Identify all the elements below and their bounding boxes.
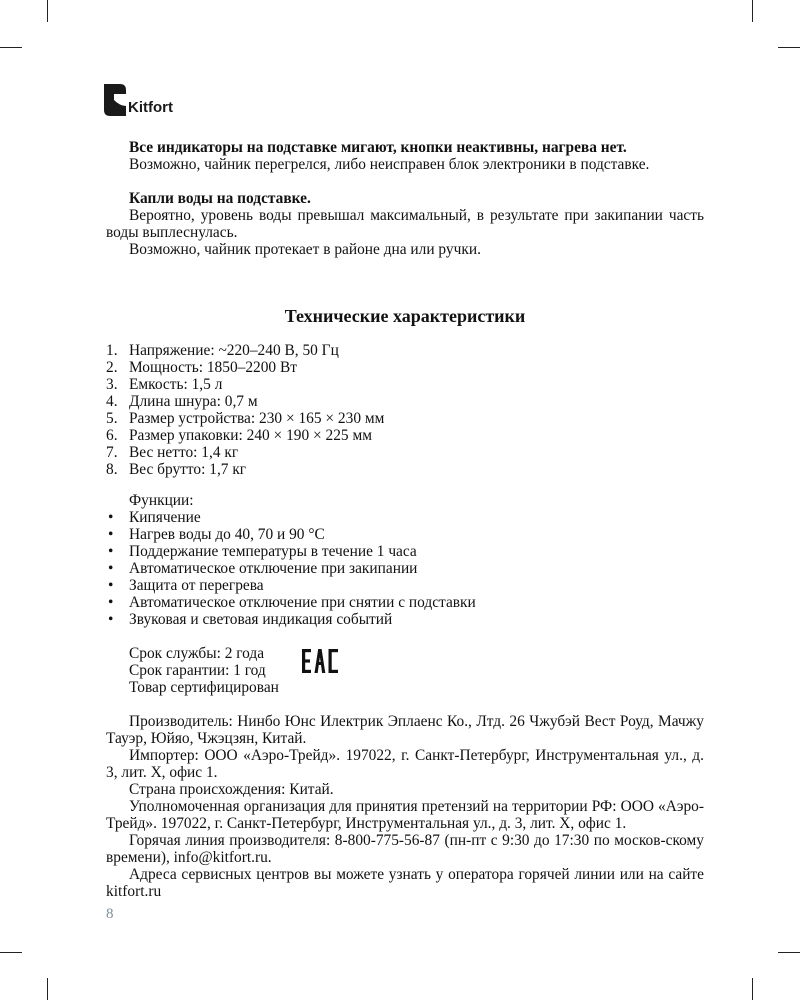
function-item <box>106 509 704 526</box>
spec-number: 7. <box>106 444 118 461</box>
function-text: Нагрев воды до 40, 70 и 90 °C <box>129 526 325 543</box>
crop-mark <box>0 952 22 953</box>
bullet: • <box>108 560 114 577</box>
bullet: • <box>108 594 114 611</box>
function-item <box>106 577 704 594</box>
bullet: • <box>108 509 114 526</box>
spec-item <box>106 444 704 461</box>
hotline-text: Горячая линия производителя: 8-800-775-56-87 (пн-пт с 9:30 до 17:30 по москов-скому времени), info@kitfort.ru. <box>106 832 704 866</box>
spec-text: Вес брутто: 1,7 кг <box>129 461 247 478</box>
crop-mark <box>752 978 753 1000</box>
origin-text: Страна происхождения: Китай. <box>129 781 334 798</box>
warranty-period: Срок гарантии: 1 год <box>129 662 266 679</box>
importer-text: Импортер: ООО «Аэро-Трейд». 197022, г. Санкт-Петербург, Инструментальная ул., д. 3, лит. Х, офис 1. <box>106 747 704 781</box>
page-number: 8 <box>106 906 114 922</box>
spec-text: Длина шнура: 0,7 м <box>129 393 258 410</box>
service-centers-text: Адреса сервисных центров вы можете узнать у оператора горячей линии или на сайте kitfort.ru <box>106 866 704 900</box>
spec-number: 4. <box>106 393 118 410</box>
function-item <box>106 560 704 577</box>
spec-text: Емкость: 1,5 л <box>129 376 223 393</box>
kitfort-logo-icon <box>104 84 126 116</box>
manufacturer-text: Производитель: Нинбо Юнс Илектрик Эплаенс Ко., Лтд. 26 Чжубэй Вест Роуд, Мачжу Тауэр, Юйяо, Чжэцзян, Китай. <box>106 713 704 747</box>
spec-item <box>106 427 704 444</box>
service-life: Срок службы: 2 года <box>129 645 265 662</box>
spec-item <box>106 376 704 393</box>
function-text: Кипячение <box>129 509 201 526</box>
issue-title: Все индикаторы на подставке мигают, кнопки неактивны, нагрева нет. <box>129 139 627 156</box>
spec-item <box>106 342 704 359</box>
crop-mark <box>778 952 800 953</box>
crop-mark <box>47 0 48 22</box>
function-item <box>106 611 704 628</box>
function-text: Звуковая и световая индикация событий <box>129 611 393 628</box>
spec-text: Вес нетто: 1,4 кг <box>129 444 239 461</box>
certification-note: Товар сертифицирован <box>129 679 279 696</box>
claims-org-text: Уполномоченная организация для принятия претензий на территории РФ: ООО «Аэро-Трейд». 197022, г. Санкт-Петербург, Инструментальная ул., д. 3, лит. Х, офис 1. <box>106 798 704 832</box>
function-text: Автоматическое отключение при снятии с подставки <box>129 594 476 611</box>
service-info <box>129 645 279 696</box>
crop-mark <box>778 47 800 48</box>
bullet: • <box>108 577 114 594</box>
issue-text: Возможно, чайник протекает в районе дна или ручки. <box>129 241 481 258</box>
section-heading: Технические характеристики <box>284 306 526 326</box>
bullet: • <box>108 543 114 560</box>
issue-text: Возможно, чайник перегрелся, либо неисправен блок электроники в подставке. <box>129 156 650 173</box>
bullet: • <box>108 526 114 543</box>
spec-number: 5. <box>106 410 118 427</box>
brand-name: Kitfort <box>128 99 173 116</box>
crop-mark <box>0 47 22 48</box>
function-text: Автоматическое отключение при закипании <box>129 560 418 577</box>
spec-number: 3. <box>106 376 118 393</box>
spec-text: Размер устройства: 230 × 165 × 230 мм <box>129 410 385 427</box>
spec-number: 2. <box>106 359 118 376</box>
function-item <box>106 526 704 543</box>
function-item <box>106 594 704 611</box>
issue-title: Капли воды на подставке. <box>129 190 311 207</box>
spec-text: Напряжение: ~220–240 В, 50 Гц <box>129 342 339 359</box>
spec-item <box>106 461 704 478</box>
manufacturer-info <box>106 713 704 900</box>
crop-mark <box>47 978 48 1000</box>
function-item <box>106 543 704 560</box>
troubleshooting-section <box>106 139 704 258</box>
spec-item <box>106 359 704 376</box>
eac-certification-icon <box>302 649 338 673</box>
spec-item <box>106 410 704 427</box>
function-text: Поддержание температуры в течение 1 часа <box>129 543 417 560</box>
bullet: • <box>108 611 114 628</box>
spec-text: Мощность: 1850–2200 Вт <box>129 359 297 376</box>
spec-number: 1. <box>106 342 118 359</box>
functions-title: Функции: <box>129 492 194 509</box>
crop-mark <box>752 0 753 22</box>
issue-text: Вероятно, уровень воды превышал максимальный, в результате при закипании часть воды выплеснулась. <box>106 207 704 241</box>
spec-number: 6. <box>106 427 118 444</box>
functions-list <box>106 492 704 628</box>
function-text: Защита от перегрева <box>129 577 264 594</box>
brand-logo <box>104 84 173 116</box>
spec-number: 8. <box>106 461 118 478</box>
spec-text: Размер упаковки: 240 × 190 × 225 мм <box>129 427 372 444</box>
specs-list <box>106 342 704 478</box>
spec-item <box>106 393 704 410</box>
